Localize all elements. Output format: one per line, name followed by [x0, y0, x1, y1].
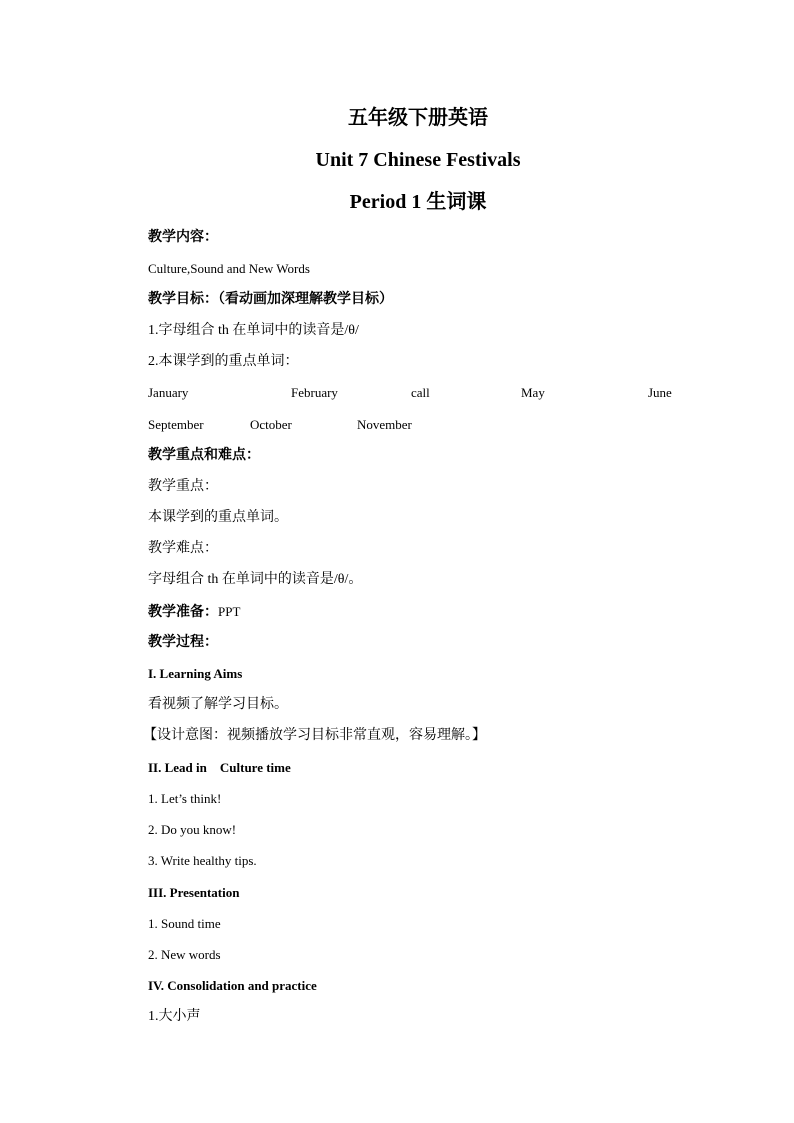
teaching-content-text: Culture,Sound and New Words [148, 261, 310, 276]
difficult-points-text: 字母组合 th 在单词中的读音是/θ/。 [148, 572, 363, 587]
section-3-title: III. Presentation [148, 885, 240, 900]
preparation-value: PPT [218, 604, 241, 619]
preparation-line [148, 603, 240, 622]
design-intent-note: 【设计意图：视频播放学习目标非常直观，容易理解。】 [143, 728, 486, 743]
period-title: Period 1 生词课 [349, 191, 487, 213]
section-2-item: 3. Write healthy tips. [148, 853, 257, 868]
preparation-label: 教学准备： [148, 605, 218, 620]
unit-title: Unit 7 Chinese Festivals [315, 149, 521, 171]
section-2-title: II. Lead in Culture time [148, 760, 291, 775]
section-1-title: I. Learning Aims [148, 666, 243, 681]
section-3-item: 2. New words [148, 947, 221, 962]
section-2-item: 1. Let’s think! [148, 791, 222, 806]
section-1-text: 看视频了解学习目标。 [148, 697, 288, 712]
key-word: June [648, 385, 672, 400]
key-word: January [148, 385, 189, 400]
document-title: 五年级下册英语 [348, 107, 488, 129]
section-2-item: 2. Do you know! [148, 822, 237, 837]
process-heading: 教学过程： [148, 635, 218, 650]
objective-item-1: 1.字母组合 th 在单词中的读音是/θ/ [148, 323, 359, 338]
key-points-text: 本课学到的重点单词。 [148, 510, 288, 525]
key-word: call [411, 385, 430, 400]
key-word: November [357, 417, 412, 432]
section-4-title: IV. Consolidation and practice [148, 978, 317, 993]
teaching-objectives-heading: 教学目标：（看动画加深理解教学目标） [148, 292, 393, 307]
key-word: September [148, 417, 204, 432]
key-word: February [291, 385, 338, 400]
key-word: October [250, 417, 292, 432]
key-points-label: 教学重点： [148, 479, 218, 494]
section-3-item: 1. Sound time [148, 916, 221, 931]
section-4-item: 1.大小声 [148, 1009, 201, 1024]
key-word: May [521, 385, 545, 400]
key-difficult-heading: 教学重点和难点： [148, 448, 260, 463]
objective-item-2: 2.本课学到的重点单词： [148, 354, 299, 369]
teaching-content-heading: 教学内容： [148, 230, 218, 245]
difficult-points-label: 教学难点： [148, 541, 218, 556]
